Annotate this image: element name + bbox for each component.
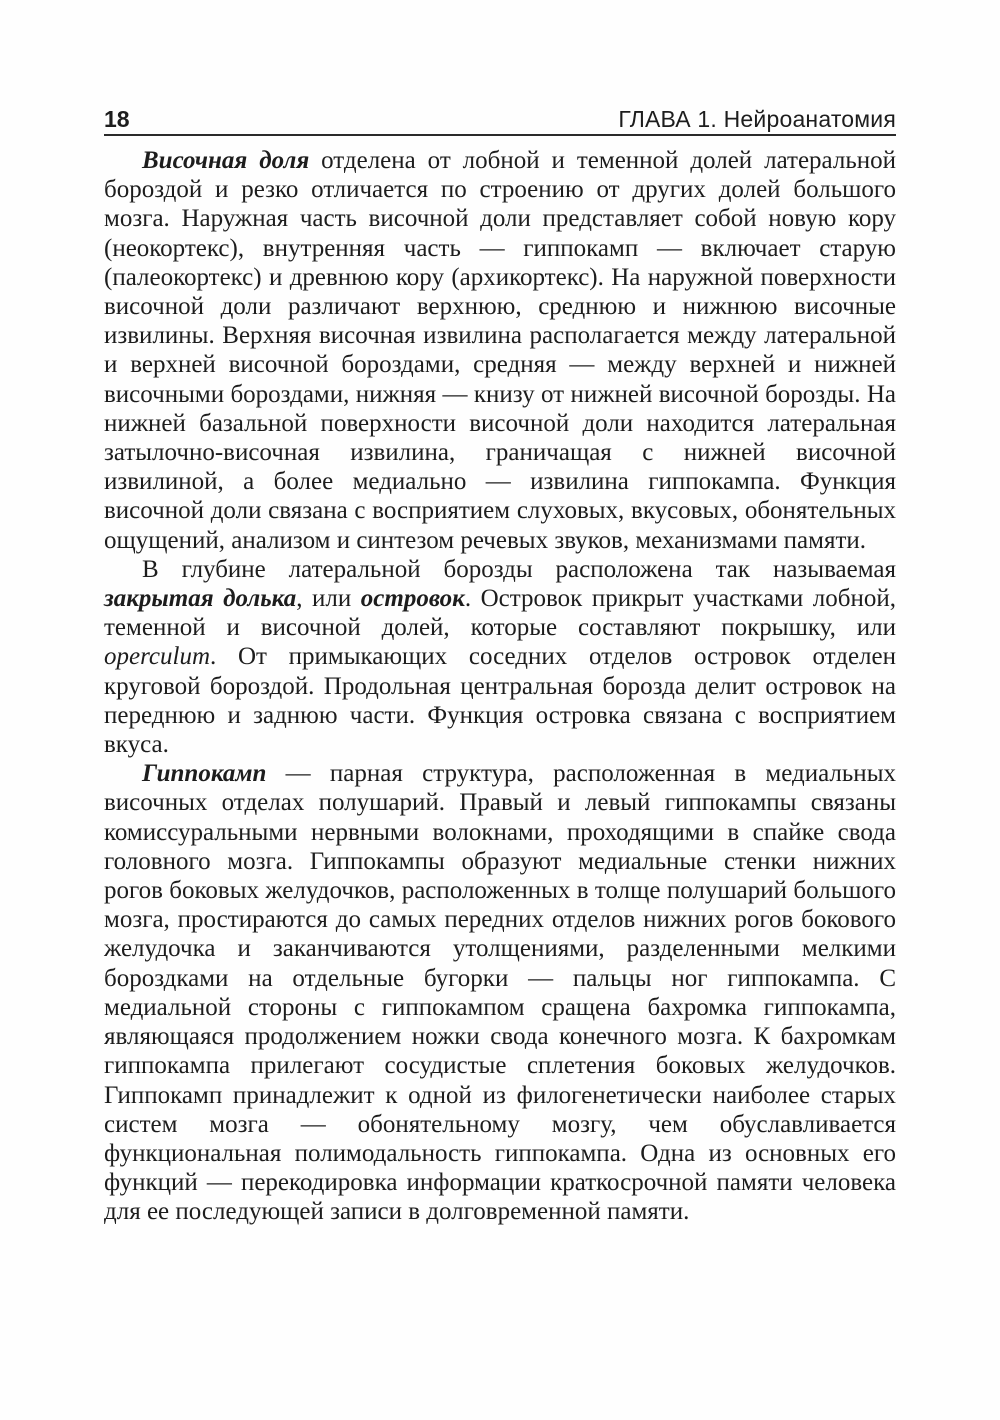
body-text — [104, 146, 896, 1227]
paragraph-text: . Островок прикрыт участками лобной, теменной и височной долей, которые составляют покрышку, или — [104, 585, 896, 642]
latin-term-operculum: operculum — [104, 643, 210, 671]
paragraph-text: , или — [296, 585, 361, 613]
paragraph-hippocampus — [104, 759, 896, 1226]
paragraph-text: — парная структура, расположенная в медиальных височных отделах полушарий. Правый и левый гиппокампы связаны комиссуральными нервными волокнами, проходящими в спайке свода головного мозга. Гиппокампы образуют медиальные стенки нижних рогов боковых желудочков, расположенных в толще полушарий большого мозга, простираются до самых передних отделов нижних рогов бокового желудочка и заканчиваются утолщениями, разделенными мелкими бороздками на отдельные бугорки — пальцы ног гиппокампа. С медиальной стороны с гиппокампом сращена бахромка гиппокампа, являющаяся продолжением ножки свода конечного мозга. К бахромкам гиппокампа прилегают сосудистые сплетения боковых желудочков. Гиппокамп принадлежит к одной из филогенетически наиболее старых систем мозга — обонятельному мозгу, чем обуславливается функциональная полимодальность гиппокампа. Одна из основных его функций — перекодировка информации краткосрочной памяти человека для ее последующей записи в долговременной памяти. — [104, 760, 896, 1226]
paragraph-temporal-lobe — [104, 146, 896, 555]
page-number: 18 — [104, 106, 130, 132]
paragraph-text: . От примыкающих соседних отделов островок отделен круговой бороздой. Продольная центральная борозда делит островок на переднюю и заднюю части. Функция островка связана с восприятием вкуса. — [104, 643, 896, 759]
header-divider — [104, 134, 896, 136]
paragraph-text: В глубине латеральной борозды расположена так называемая — [142, 555, 896, 583]
term-temporal-lobe: Височная доля — [142, 147, 310, 174]
paragraph-insula — [104, 555, 896, 759]
running-title: ГЛАВА 1. Нейроанатомия — [618, 106, 896, 132]
term-closed-lobule: закрытая долька — [104, 585, 297, 613]
paragraph-text: отделена от лобной и теменной долей латеральной бороздой и резко отличается по строению от других долей большого мозга. Наружная часть височной доли представляет собой новую кору (неокортекс), внутренняя часть — гиппокамп — включает старую (палеокортекс) и древнюю кору (архикортекс). На наружной поверхности височной доли различают верхнюю, среднюю и нижнюю височные извилины. Верхняя височная извилина располагается между латеральной и верхней височной бороздами, средняя — между верхней и нижней височными бороздами, нижняя — книзу от нижней височной борозды. На нижней базальной поверхности височной доли находится латеральная затылочно-височная извилина, граничащая с нижней височной извилиной, а более медиально — извилина гиппокампа. Функция височной доли связана с восприятием слуховых, вкусовых, обонятельных ощущений, анализом и синтезом речевых звуков, механизмами памяти. — [104, 147, 896, 554]
term-insula: островок — [360, 585, 465, 613]
term-hippocampus: Гиппокамп — [142, 760, 267, 788]
page-header — [104, 104, 896, 134]
